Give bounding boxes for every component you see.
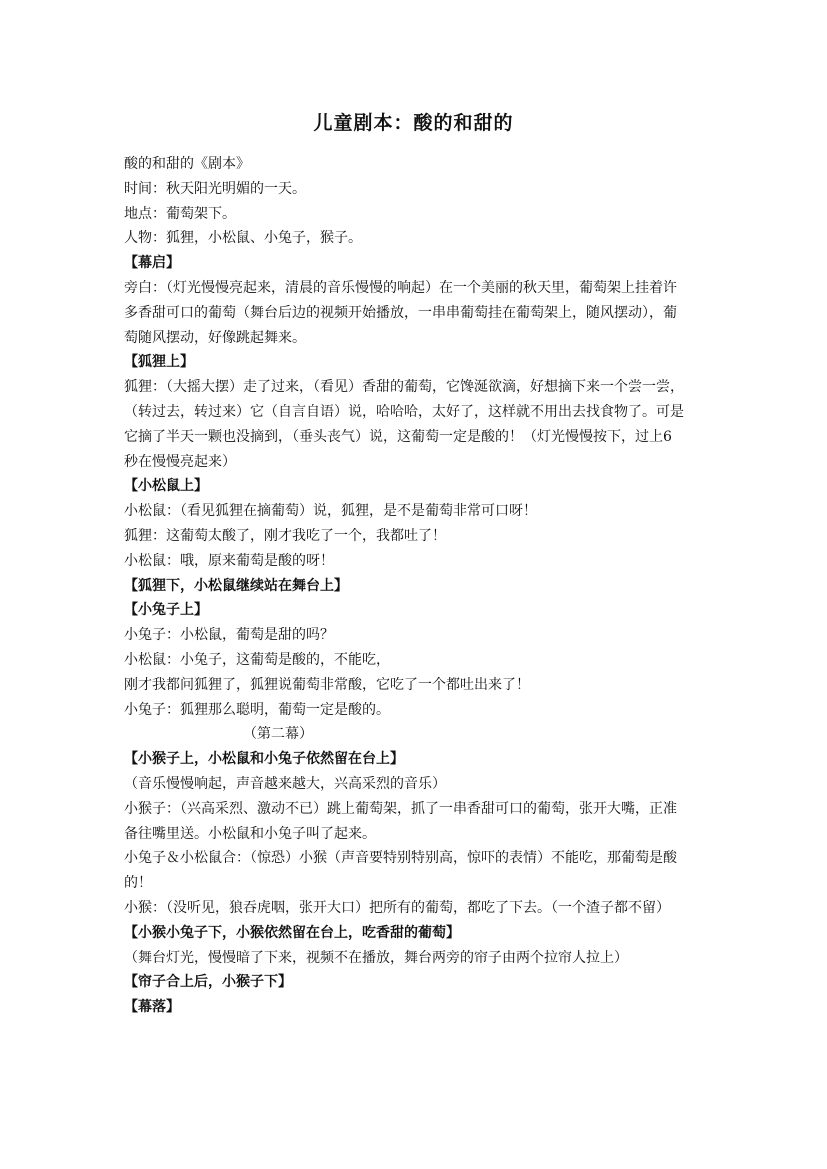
stage-direction-line: 【小松鼠上】 [124,478,208,495]
stage-direction-line: 【小猴子上，小松鼠和小兔子依然留在台上】 [124,751,404,768]
stage-direction-line: 【帘子合上后，小猴子下】 [124,974,292,991]
script-line: 小兔子：小松鼠，葡萄是甜的吗？ [124,627,334,644]
script-line: （转过去，转过来）它（自言自语）说，哈哈哈，太好了，这样就不用出去找食物了。可是 [124,403,684,420]
script-line: 小猴子：（兴高采烈、激动不已）跳上葡萄架，抓了一串香甜可口的葡萄，张开大嘴，正准 [124,800,677,817]
document-title: 儿童剧本：酸的和甜的 [313,112,514,134]
script-line: 狐狸：这葡萄太酸了，刚才我吃了一个，我都吐了！ [124,527,446,544]
script-line: 备往嘴里送。小松鼠和小兔子叫了起来。 [124,825,376,842]
stage-direction-line: 【小猴小兔子下，小猴依然留在台上，吃香甜的葡萄】 [124,924,460,941]
script-line: （第二幕） [243,726,313,743]
script-line: 小松鼠：小兔子，这葡萄是酸的，不能吃， [124,651,390,668]
script-line: （舞台灯光，慢慢暗了下来，视频不在播放，舞台两旁的帘子由两个拉帘人拉上） [124,949,628,966]
script-line: 小松鼠：哦，原来葡萄是酸的呀！ [124,552,334,569]
script-line: 狐狸：（大摇大摆）走了过来，（看见）香甜的葡萄，它馋涎欲滴，好想摘下来一个尝一尝， [124,379,684,396]
script-line: 小猴：（没听见，狼吞虎咽，张开大口）把所有的葡萄，都吃了下去。（一个渣子都不留） [124,899,670,916]
script-line: 刚才我都问狐狸了，狐狸说葡萄非常酸，它吃了一个都吐出来了！ [124,676,530,693]
script-line: 的！ [124,875,152,892]
script-line: 酸的和甜的《剧本》 [124,156,250,172]
script-line: 多香甜可口的葡萄（舞台后边的视频开始播放，一串串葡萄挂在葡萄架上，随风摆动），葡 [124,304,677,321]
script-line: 它摘了半天一颗也没摘到，（垂头丧气）说，这葡萄一定是酸的！（灯光慢慢按下，过上6 [124,428,672,445]
stage-direction-line: 【幕启】 [124,255,180,272]
stage-direction-line: 【小兔子上】 [124,602,208,619]
script-line: 人物：狐狸，小松鼠、小兔子，猴子。 [124,230,362,247]
script-line: （音乐慢慢响起，声音越来越大，兴高采烈的音乐） [124,775,446,792]
script-line: 小松鼠：（看见狐狸在摘葡萄）说，狐狸，是不是葡萄非常可口呀！ [124,503,537,520]
script-line: 小兔子：狐狸那么聪明，葡萄一定是酸的。 [124,701,390,718]
script-line: 萄随风摆动，好像跳起舞来。 [124,329,306,346]
stage-direction-line: 【狐狸上】 [124,354,194,371]
script-line: 秒在慢慢亮起来） [124,453,236,470]
document-body [124,152,706,1020]
stage-direction-line: 【幕落】 [124,999,180,1016]
script-line: 旁白：（灯光慢慢亮起来，清晨的音乐慢慢的响起）在一个美丽的秋天里，葡萄架上挂着许 [124,279,677,296]
script-line: 时间：秋天阳光明媚的一天。 [124,180,306,197]
script-line: 地点：葡萄架下。 [124,205,236,222]
script-line: 小兔子＆小松鼠合：（惊恐）小猴（声音要特别特别高，惊吓的表情）不能吃，那葡萄是酸 [124,850,677,867]
stage-direction-line: 【狐狸下，小松鼠继续站在舞台上】 [124,577,348,594]
